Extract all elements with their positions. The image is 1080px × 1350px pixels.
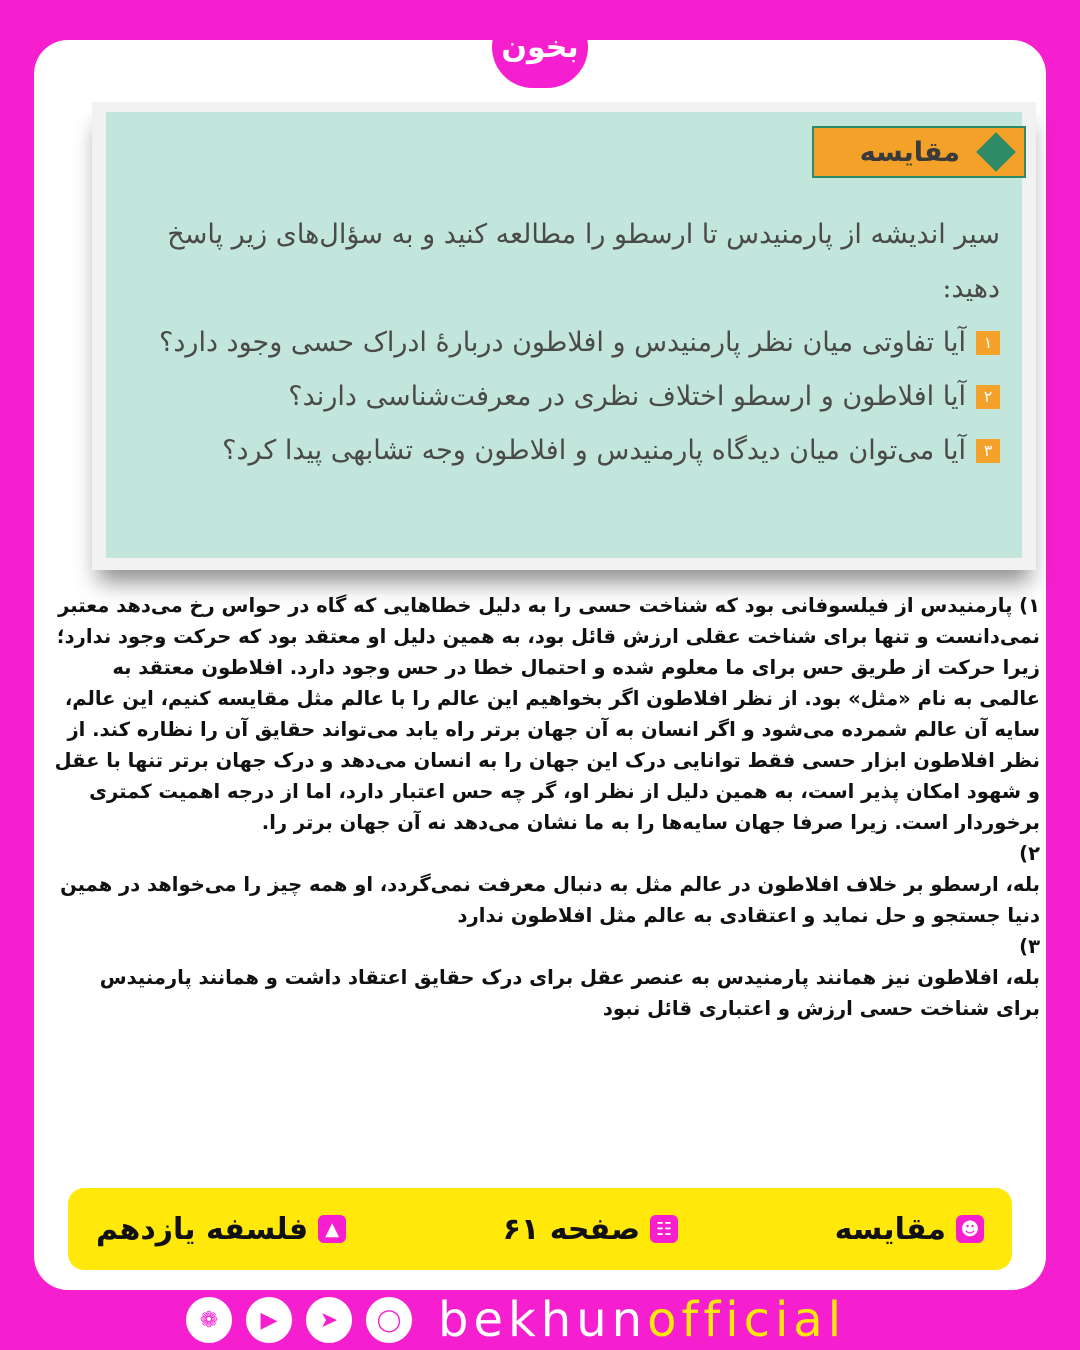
- question-number: ۳: [976, 439, 1000, 463]
- footer-bar: [68, 1188, 1012, 1270]
- textbook-text: [120, 208, 1000, 478]
- footer-course-label: فلسفه یازدهم: [96, 1211, 309, 1247]
- question-text: آیا افلاطون و ارسطو اختلاف نظری در معرفت‌شناسی دارند؟: [288, 381, 966, 412]
- youtube-icon[interactable]: ▶: [246, 1297, 292, 1343]
- content-card: [34, 40, 1046, 1290]
- question-text: آیا می‌توان میان دیدگاه پارمنیدس و افلاطون وجه تشابهی پیدا کرد؟: [222, 435, 966, 466]
- question-item: [120, 424, 1000, 478]
- graduation-cap-icon: ▲: [318, 1215, 346, 1243]
- textbook-panel: [106, 112, 1022, 558]
- section-tag: [812, 126, 1026, 178]
- question-item: [120, 370, 1000, 424]
- social-handle[interactable]: [438, 1292, 846, 1348]
- question-text: آیا تفاوتی میان نظر پارمنیدس و افلاطون دربارهٔ ادراک حسی وجود دارد؟: [159, 327, 966, 358]
- footer-topic-label: مقایسه: [834, 1211, 946, 1247]
- social-handle-part2: official: [647, 1292, 847, 1348]
- brand-logo-text: بخون: [501, 29, 579, 65]
- footer-page: [503, 1212, 678, 1247]
- section-tag-label: مقایسه: [859, 136, 960, 168]
- instagram-icon[interactable]: ◯: [366, 1297, 412, 1343]
- textbook-intro: سیر اندیشه از پارمنیدس تا ارسطو را مطالعه کنید و به سؤال‌های زیر پاسخ دهید:: [167, 219, 1000, 304]
- open-book-icon: ☷: [650, 1215, 678, 1243]
- diamond-arrow-icon: [976, 132, 1016, 172]
- answer-text: ۱) پارمنیدس از فیلسوفانی بود که شناخت حسی را به دلیل خطاهایی که گاه در حواس رخ می‌دهد معتبر نمی‌دانست و تنها برای شناخت عقلی ارزش قائل بود، به همین دلیل او معتقد بود که حرکت وجود ندارد؛ زیرا حرکت از طریق حس برای ما معلوم شده و احتمال خطا در حس وجود دارد. افلاطون معتقد به عالمی به نام «مثل» بود. از نظر افلاطون اگر بخواهیم این عالم را با عالم مثل مقایسه کنیم، این عالم، سایه آن عالم شمرده می‌شود و اگر انسان به آن جهان برتر راه یابد می‌تواند حقایق آن را نظاره کند. از نظر افلاطون ابزار حسی فقط توانایی درک این جهان را به انسان می‌دهد و درک جهان برتر تنها با عقل و شهود امکان پذیر است، به همین دلیل از نظر او، گر چه حس اعتبار دارد، اما از درجه اهمیت کمتری برخوردار است. زیرا صرفا جهان سایه‌ها را به ما نشان می‌دهد نه آن جهان برتر را. ۲) بله، ارسطو بر خلاف افلاطون در عالم مثل به دنبال معرفت نمی‌گردد، او همه چیز را می‌خواهد در همین دنیا جستجو و حل نماید و اعتقادی به عالم مثل افلاطون ندارد ۳) بله، افلاطون نیز همانند پارمنیدس به عنصر عقل برای درک حقایق اعتقاد داشت و همانند پارمنیدس برای شناخت حسی ارزش و اعتباری قائل نبود: [54, 594, 1040, 1020]
- footer-course: [96, 1212, 346, 1247]
- footer-page-label: صفحه ۶۱: [502, 1211, 641, 1247]
- question-number: ۱: [976, 331, 1000, 355]
- footer-topic: [835, 1212, 984, 1247]
- social-handle-part1: bekhun: [438, 1292, 648, 1348]
- question-item: [120, 316, 1000, 370]
- telegram-icon[interactable]: ➤: [306, 1297, 352, 1343]
- film-reel-icon[interactable]: ❁: [186, 1297, 232, 1343]
- brand-logo: [492, 6, 588, 88]
- question-number: ۲: [976, 385, 1000, 409]
- teacher-icon: ☻: [956, 1215, 984, 1243]
- textbook-excerpt: [92, 102, 1036, 570]
- social-bar: [186, 1290, 906, 1350]
